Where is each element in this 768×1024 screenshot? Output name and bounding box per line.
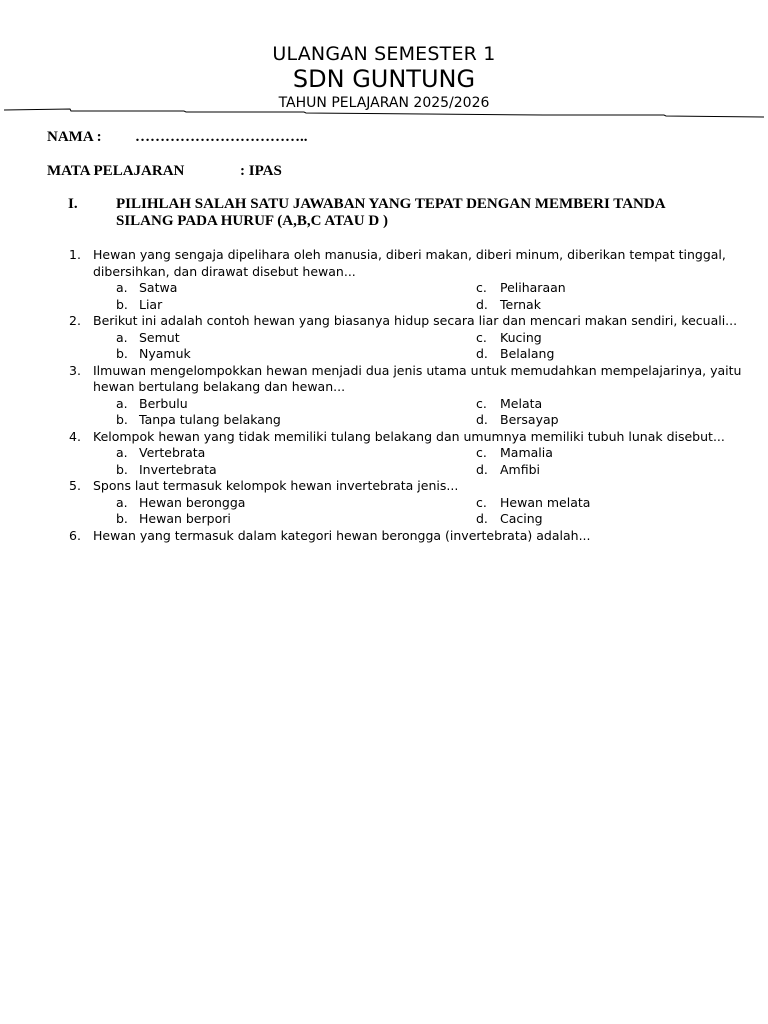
section-instruction-line: SILANG PADA HURUF (A,B,C ATAU D ) xyxy=(116,213,388,229)
option-letter: c. xyxy=(476,280,487,295)
subject-value: : IPAS xyxy=(240,163,282,179)
question-number: 3. xyxy=(69,362,81,378)
option-letter: d. xyxy=(476,511,488,526)
header-divider xyxy=(4,104,764,118)
question-number: 6. xyxy=(69,527,81,543)
option-letter: d. xyxy=(476,346,488,361)
option-text: Satwa xyxy=(139,280,178,295)
option-text: Bersayap xyxy=(500,412,559,427)
question-text: dibersihkan, dan dirawat disebut hewan... xyxy=(93,263,356,279)
section-instruction-line: PILIHLAH SALAH SATU JAWABAN YANG TEPAT DENGAN MEMBERI TANDA xyxy=(116,196,666,212)
section-number: I. xyxy=(68,196,78,212)
option-letter: b. xyxy=(116,412,128,427)
option-text: Cacing xyxy=(500,511,543,526)
name-blank: …………………………….. xyxy=(135,129,308,145)
option-text: Hewan berongga xyxy=(139,494,246,510)
option-text: Mamalia xyxy=(500,445,553,460)
exam-title: ULANGAN SEMESTER 1 xyxy=(272,43,496,65)
option-text: Liar xyxy=(139,296,163,312)
option-letter: a. xyxy=(116,329,128,345)
question-text: Kelompok hewan yang tidak memiliki tulang belakang dan umumnya memiliki tubuh lunak disebut... xyxy=(93,428,725,444)
option-letter: a. xyxy=(116,494,128,510)
question-text: hewan bertulang belakang dan hewan... xyxy=(93,379,346,394)
question-number: 1. xyxy=(69,247,81,262)
option-letter: d. xyxy=(476,412,488,427)
question-number: 4. xyxy=(69,428,81,444)
school-name: SDN GUNTUNG xyxy=(292,65,476,93)
option-text: Berbulu xyxy=(139,395,188,411)
option-text: Ternak xyxy=(500,296,541,312)
option-letter: b. xyxy=(116,461,128,477)
option-text: Tanpa tulang belakang xyxy=(139,412,281,427)
option-letter: c. xyxy=(476,329,487,345)
question-text: Hewan yang termasuk dalam kategori hewan berongga (invertebrata) adalah... xyxy=(93,527,591,543)
option-letter: c. xyxy=(476,445,487,460)
academic-year: TAHUN PELAJARAN 2025/2026 xyxy=(278,95,490,111)
option-letter: d. xyxy=(476,461,488,477)
question-number: 2. xyxy=(69,313,81,328)
option-text: Belalang xyxy=(500,346,555,361)
option-letter: b. xyxy=(116,346,128,361)
option-letter: d. xyxy=(476,296,488,312)
question-number: 5. xyxy=(69,478,81,493)
section-instruction xyxy=(116,196,716,230)
option-text: Kucing xyxy=(500,329,542,345)
question-text: Ilmuwan mengelompokkan hewan menjadi dua jenis utama untuk memudahkan mempelajarinya, yaitu xyxy=(93,362,742,378)
option-text: Vertebrata xyxy=(139,445,206,460)
question-text: Spons laut termasuk kelompok hewan invertebrata jenis... xyxy=(93,478,459,493)
option-letter: a. xyxy=(116,280,128,295)
subject-label: MATA PELAJARAN xyxy=(47,163,185,179)
option-text: Semut xyxy=(139,329,180,345)
option-text: Nyamuk xyxy=(139,346,191,361)
option-text: Hewan melata xyxy=(500,494,591,510)
option-letter: a. xyxy=(116,445,128,460)
question-text: Hewan yang sengaja dipelihara oleh manusia, diberi makan, diberi minum, diberikan tempat tinggal, xyxy=(93,247,726,262)
option-letter: a. xyxy=(116,395,128,411)
question-text: Berikut ini adalah contoh hewan yang biasanya hidup secara liar dan mencari makan sendiri, kecuali... xyxy=(93,313,738,328)
option-text: Hewan berpori xyxy=(139,511,231,526)
option-letter: c. xyxy=(476,494,487,510)
option-letter: c. xyxy=(476,395,487,411)
option-text: Melata xyxy=(500,395,543,411)
name-label: NAMA : xyxy=(47,129,102,145)
option-text: Peliharaan xyxy=(500,280,566,295)
option-letter: b. xyxy=(116,511,128,526)
option-text: Invertebrata xyxy=(139,461,217,477)
option-letter: b. xyxy=(116,296,128,312)
option-text: Amfibi xyxy=(500,461,541,477)
